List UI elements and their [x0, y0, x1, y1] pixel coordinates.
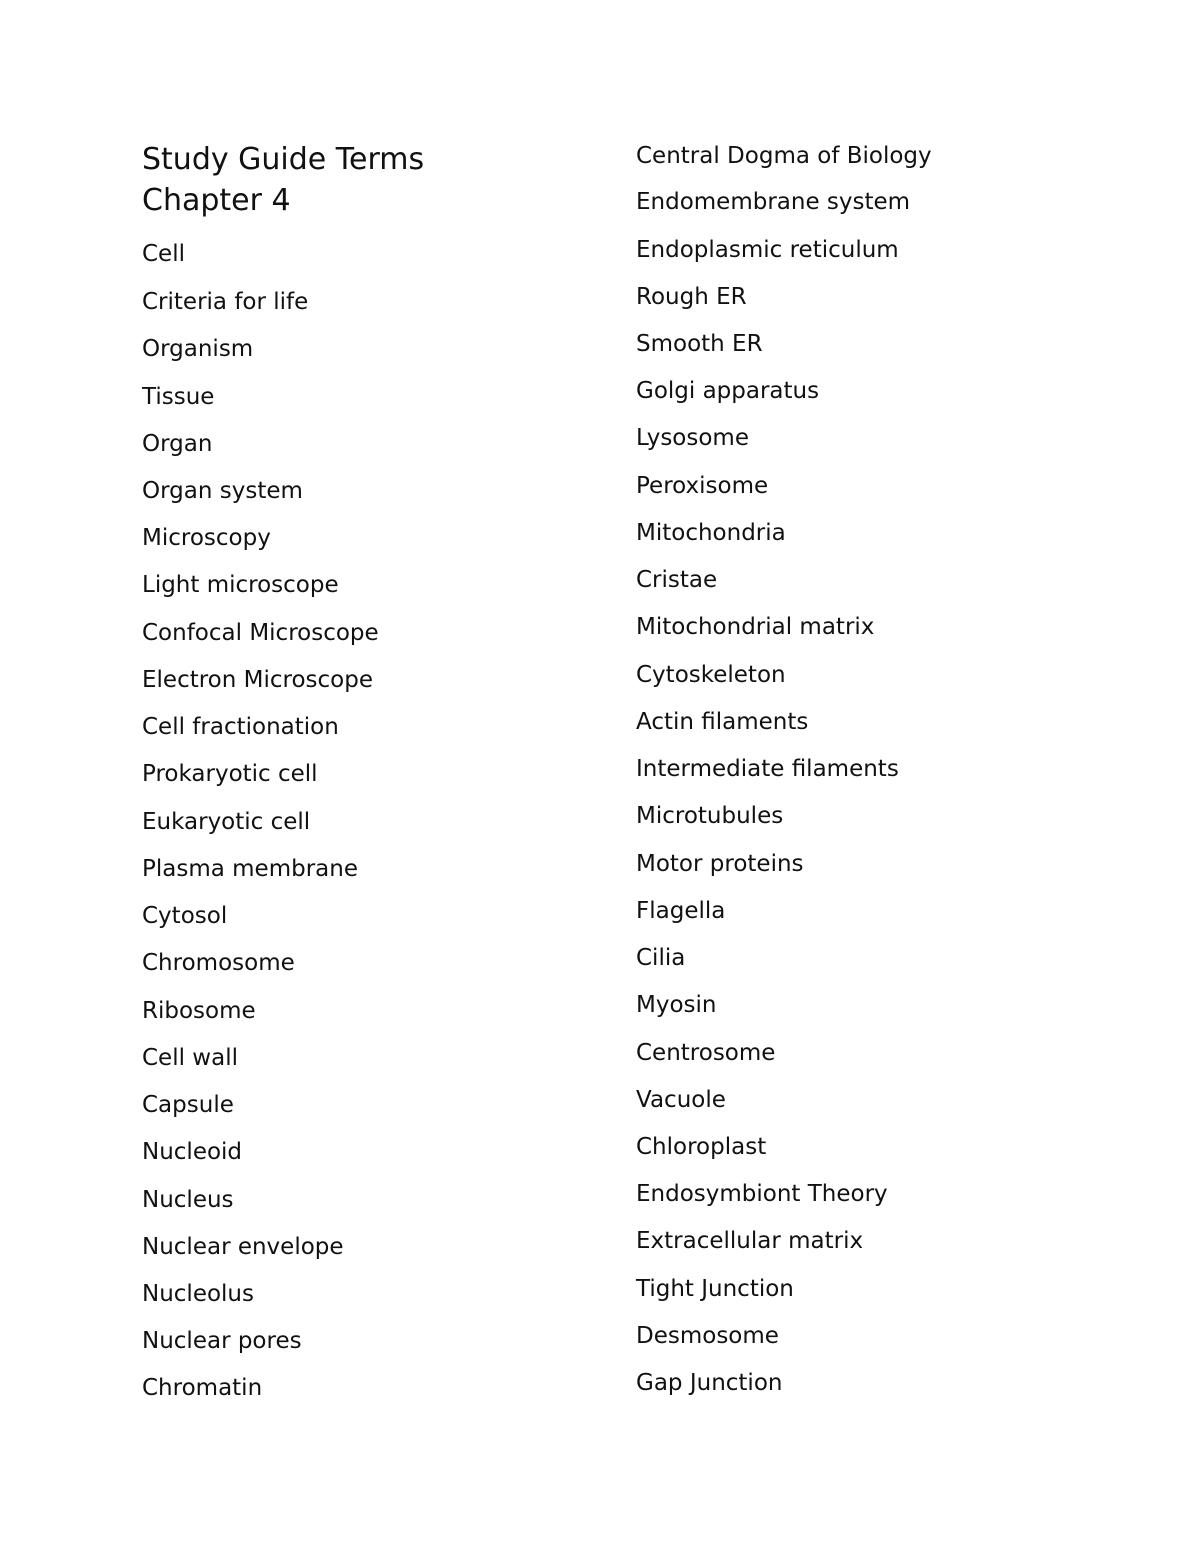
term-item: Cytosol: [142, 903, 228, 929]
term-item: Rough ER: [636, 284, 747, 310]
term-item: Central Dogma of Biology: [636, 143, 932, 169]
term-item: Gap Junction: [636, 1370, 783, 1396]
term-item: Desmosome: [636, 1323, 779, 1349]
term-item: Endosymbiont Theory: [636, 1181, 888, 1207]
page-title-line-1: Study Guide Terms: [142, 142, 425, 177]
term-item: Ribosome: [142, 998, 256, 1024]
page-title-line-2: Chapter 4: [142, 183, 291, 218]
term-item: Extracellular matrix: [636, 1228, 864, 1254]
term-item: Cell fractionation: [142, 714, 339, 740]
term-item: Microtubules: [636, 803, 784, 829]
term-item: Organ: [142, 431, 213, 457]
term-item: Nucleus: [142, 1187, 234, 1213]
term-item: Capsule: [142, 1092, 234, 1118]
term-item: Tight Junction: [636, 1276, 794, 1302]
term-item: Organism: [142, 336, 254, 362]
term-item: Vacuole: [636, 1087, 726, 1113]
term-item: Nucleoid: [142, 1139, 243, 1165]
term-item: Eukaryotic cell: [142, 809, 311, 835]
term-item: Actin filaments: [636, 709, 809, 735]
term-item: Mitochondrial matrix: [636, 614, 875, 640]
term-item: Chromatin: [142, 1375, 263, 1401]
term-item: Endoplasmic reticulum: [636, 237, 899, 263]
term-item: Nuclear pores: [142, 1328, 302, 1354]
term-item: Smooth ER: [636, 331, 763, 357]
term-item: Endomembrane system: [636, 189, 911, 215]
term-item: Confocal Microscope: [142, 620, 379, 646]
term-item: Mitochondria: [636, 520, 786, 546]
term-item: Microscopy: [142, 525, 271, 551]
term-item: Cristae: [636, 567, 718, 593]
term-item: Centrosome: [636, 1040, 776, 1066]
term-item: Chloroplast: [636, 1134, 767, 1160]
term-item: Light microscope: [142, 572, 339, 598]
term-item: Organ system: [142, 478, 303, 504]
term-item: Plasma membrane: [142, 856, 358, 882]
term-item: Nuclear envelope: [142, 1234, 344, 1260]
term-item: Myosin: [636, 992, 717, 1018]
term-item: Golgi apparatus: [636, 378, 820, 404]
term-item: Lysosome: [636, 425, 749, 451]
term-item: Cytoskeleton: [636, 662, 786, 688]
term-item: Peroxisome: [636, 473, 769, 499]
term-item: Nucleolus: [142, 1281, 254, 1307]
term-item: Cilia: [636, 945, 686, 971]
term-item: Tissue: [142, 384, 215, 410]
term-item: Electron Microscope: [142, 667, 373, 693]
term-item: Criteria for life: [142, 289, 309, 315]
term-item: Motor proteins: [636, 851, 804, 877]
term-item: Flagella: [636, 898, 726, 924]
term-item: Cell wall: [142, 1045, 238, 1071]
term-item: Prokaryotic cell: [142, 761, 318, 787]
term-item: Cell: [142, 241, 185, 267]
term-item: Intermediate filaments: [636, 756, 899, 782]
term-item: Chromosome: [142, 950, 295, 976]
